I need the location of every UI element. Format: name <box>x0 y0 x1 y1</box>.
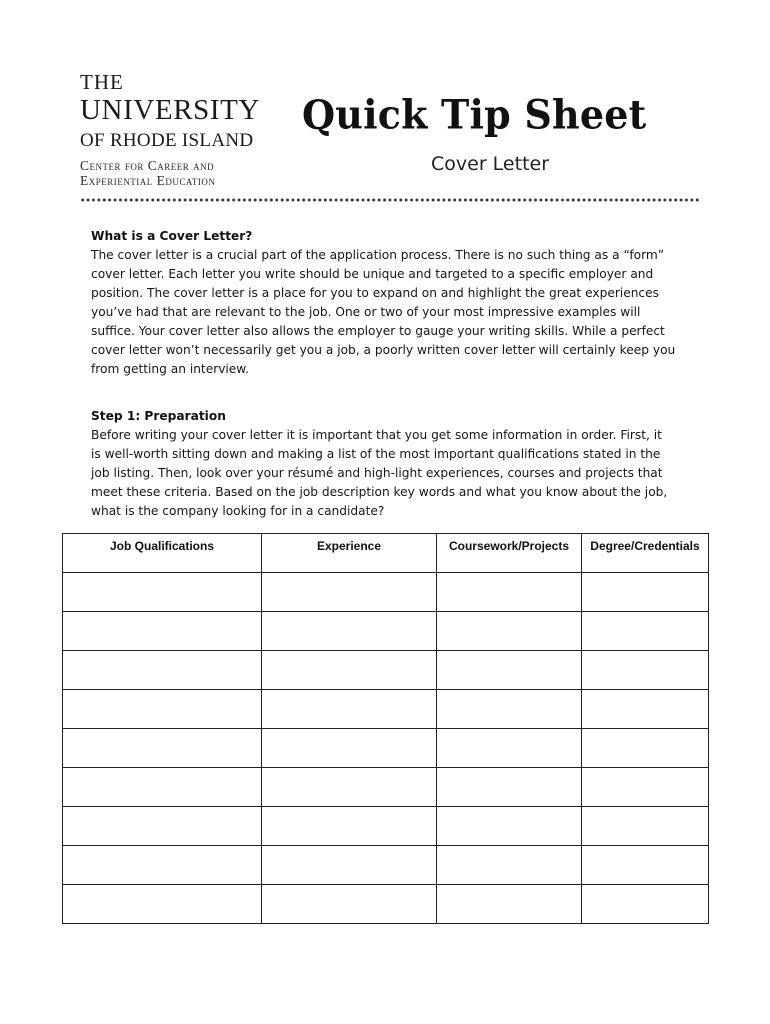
paragraph-line: you’ve had that are relevant to the job. One or two of your most impressive examples will <box>91 305 641 319</box>
table-cell[interactable] <box>262 651 437 690</box>
table-cell[interactable] <box>437 651 582 690</box>
column-header-degree-credentials: Degree/Credentials <box>582 534 709 573</box>
section-what-is-cover-letter <box>91 227 691 379</box>
table-cell[interactable] <box>582 768 709 807</box>
table-row <box>63 768 709 807</box>
table-cell[interactable] <box>63 885 262 924</box>
table-cell[interactable] <box>63 651 262 690</box>
section-step-1-preparation <box>91 407 691 521</box>
table-cell[interactable] <box>582 885 709 924</box>
paragraph-line: is well-worth sitting down and making a list of the most important qualifications stated in the <box>91 447 661 461</box>
table-cell[interactable] <box>262 885 437 924</box>
table-cell[interactable] <box>262 729 437 768</box>
table-cell[interactable] <box>582 807 709 846</box>
table-cell[interactable] <box>582 729 709 768</box>
dotted-divider <box>80 198 700 202</box>
table-row <box>63 807 709 846</box>
table-cell[interactable] <box>582 651 709 690</box>
section-heading: Step 1: Preparation <box>91 409 226 423</box>
logo-line-experiential: Experiential Education <box>80 173 216 188</box>
table-cell[interactable] <box>582 573 709 612</box>
table-cell[interactable] <box>63 690 262 729</box>
table-cell[interactable] <box>262 807 437 846</box>
table-cell[interactable] <box>262 573 437 612</box>
paragraph-line: position. The cover letter is a place for you to expand on and highlight the great experiences <box>91 286 659 300</box>
logo-line-university: UNIVERSITY <box>80 94 260 126</box>
paragraph-line: cover letter won’t necessarily get you a job, a poorly written cover letter will certainly keep you <box>91 343 676 357</box>
table-cell[interactable] <box>437 768 582 807</box>
table-cell[interactable] <box>63 573 262 612</box>
table-cell[interactable] <box>582 612 709 651</box>
page-title: Quick Tip Sheet <box>302 90 647 139</box>
qualifications-table <box>62 533 709 924</box>
column-header-job-qualifications: Job Qualifications <box>63 534 262 573</box>
logo-line-rhode-island: OF RHODE ISLAND <box>80 130 254 151</box>
table-cell[interactable] <box>63 612 262 651</box>
logo-line-the: THE <box>80 70 124 94</box>
paragraph-line: meet these criteria. Based on the job description key words and what you know about the job, <box>91 485 668 499</box>
table-cell[interactable] <box>437 573 582 612</box>
table-cell[interactable] <box>63 807 262 846</box>
table-row <box>63 729 709 768</box>
column-header-experience: Experience <box>262 534 437 573</box>
paragraph-line: job listing. Then, look over your résumé and high-light experiences, courses and projects that <box>91 466 663 480</box>
table-cell[interactable] <box>437 846 582 885</box>
paragraph-line: Before writing your cover letter it is important that you get some information in order. First, it <box>91 428 662 442</box>
table-row <box>63 612 709 651</box>
table-row <box>63 846 709 885</box>
column-header-coursework-projects: Coursework/Projects <box>437 534 582 573</box>
table-cell[interactable] <box>437 729 582 768</box>
paragraph-line: suffice. Your cover letter also allows the employer to gauge your writing skills. While a perfect <box>91 324 665 338</box>
table-cell[interactable] <box>262 612 437 651</box>
paragraph-line: cover letter. Each letter you write should be unique and targeted to a specific employer and <box>91 267 654 281</box>
table-cell[interactable] <box>262 768 437 807</box>
paragraph-line: what is the company looking for in a candidate? <box>91 504 385 518</box>
paragraph-line: The cover letter is a crucial part of the application process. There is no such thing as a “form” <box>91 248 665 262</box>
logo-line-center: Center for Career and <box>80 158 215 173</box>
table-cell[interactable] <box>437 807 582 846</box>
table-cell[interactable] <box>262 690 437 729</box>
table-cell[interactable] <box>262 846 437 885</box>
table-row <box>63 690 709 729</box>
university-logo <box>80 72 280 188</box>
table-cell[interactable] <box>63 768 262 807</box>
paragraph-line: from getting an interview. <box>91 362 250 376</box>
table-cell[interactable] <box>437 885 582 924</box>
table-row <box>63 573 709 612</box>
table-cell[interactable] <box>582 846 709 885</box>
page-subtitle: Cover Letter <box>431 153 550 175</box>
section-heading: What is a Cover Letter? <box>91 229 253 243</box>
table-cell[interactable] <box>437 690 582 729</box>
table-row <box>63 885 709 924</box>
table-header-row <box>63 534 709 573</box>
table-cell[interactable] <box>582 690 709 729</box>
table-cell[interactable] <box>437 612 582 651</box>
table-cell[interactable] <box>63 846 262 885</box>
table-cell[interactable] <box>63 729 262 768</box>
table-row <box>63 651 709 690</box>
